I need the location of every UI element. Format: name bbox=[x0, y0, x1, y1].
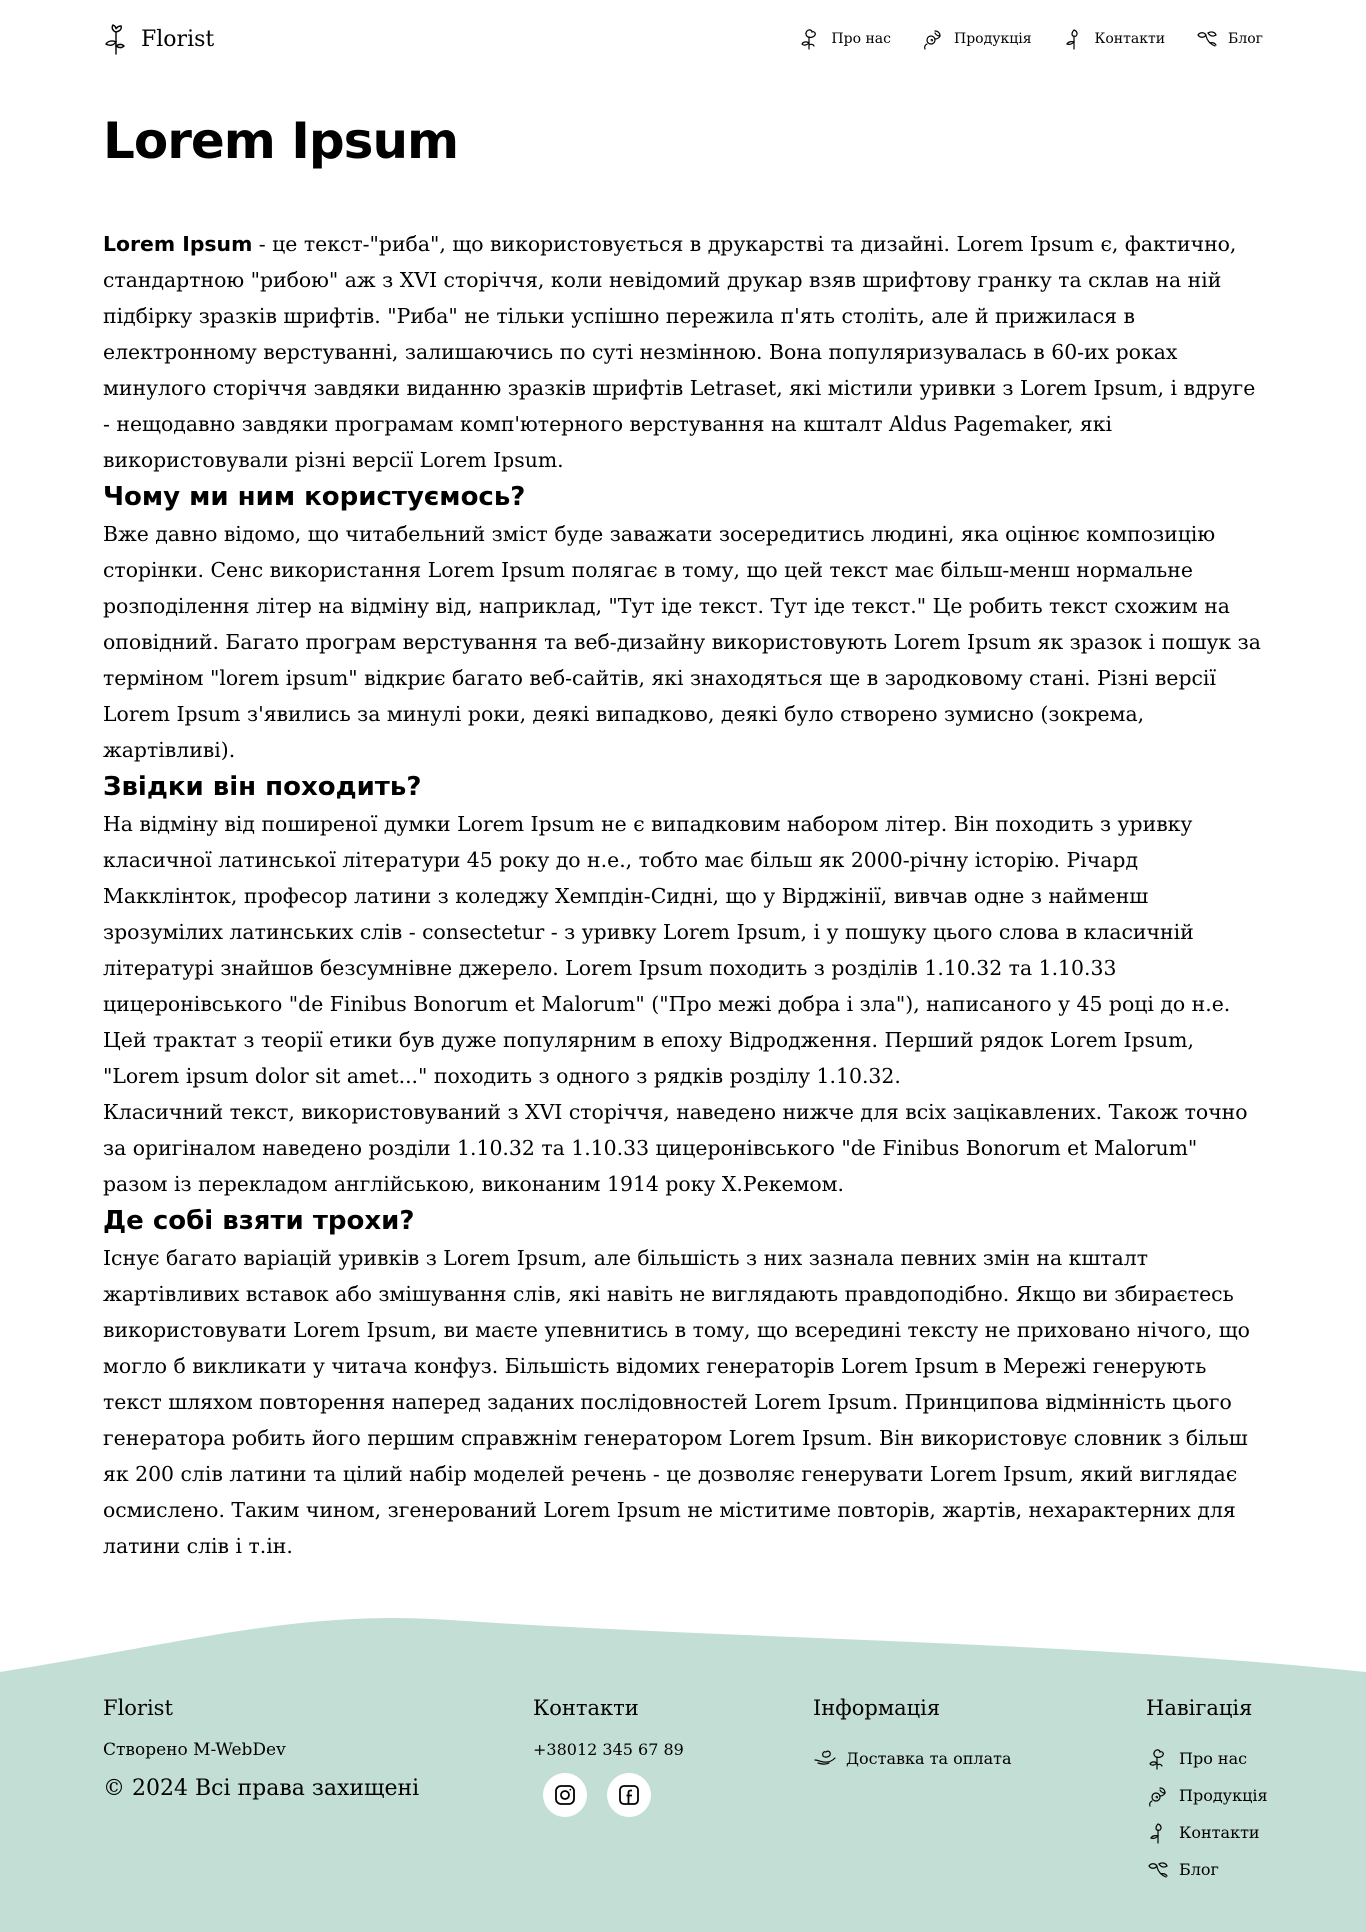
footer-link-label: Про нас bbox=[1179, 1749, 1248, 1768]
footer-copyright: © 2024 Всі права захищені bbox=[103, 1776, 420, 1801]
section-paragraph: На відміну від поширеної думки Lorem Ipsum не є випадковим набором літер. Він походить з уривку класичної латинської літератури 45 року до н.е., тобто має більш як 2000-річну історію. Річард Макклінток, професор латини з коледжу Хемпдін-Сидні, що у Вірджінії, вивчав одне з найменш зрозумілих латинських слів - consectetur - з уривку Lorem Ipsum, і у пошуку цього слова в класичній літературі знайшов безсумнівне джерело. Lorem Ipsum походить з розділів 1.10.32 та 1.10.33 цицеронівського "de Finibus Bonorum et Malorum" ("Про межі добра і зла"), написаного у 45 році до н.е. Цей трактат з теорії етики був дуже популярним в епоху Відродження. Перший рядок Lorem Ipsum, "Lorem ipsum dolor sit amet..." походить з одного з рядків розділу 1.10.32. bbox=[103, 812, 1231, 1088]
flower-bud-icon bbox=[1062, 27, 1086, 51]
page-title: Lorem Ipsum bbox=[103, 112, 459, 170]
footer-link-label: Доставка та оплата bbox=[846, 1749, 1012, 1768]
section-heading: Де собі взяти трохи? bbox=[103, 1206, 415, 1236]
lead-text: - це текст-"риба", що використовується в друкарстві та дизайні. Lorem Ipsum є, фактично, стандартною "рибою" аж з XVI сторіччя, коли невідомий друкар взяв шрифтову гранку та склав на ній підбірку зразків шрифтів. "Риба" не тільки успішно пережила п'ять століть, але й прижилася в електронному верстуванні, залишаючись по суті незмінною. Вона популяризувалась в 60-их роках минулого сторіччя завдяки виданню зразків шрифтів Letraset, які містили уривки з Lorem Ipsum, і вдруге - нещодавно завдяки програмам комп'ютерного верстування на кшталт Aldus Pagemaker, які використовували різні версії Lorem Ipsum. bbox=[103, 232, 1256, 472]
flower-swirl-icon bbox=[921, 27, 945, 51]
nav-item-label: Блог bbox=[1228, 31, 1263, 47]
footer-brand-column bbox=[103, 1696, 483, 1801]
flower-swirl-icon bbox=[1146, 1784, 1170, 1808]
section-paragraph: Вже давно відомо, що читабельний зміст буде заважати зосередитись людині, яка оцінює композицію сторінки. Сенс використання Lorem Ipsum полягає в тому, що цей текст має більш-менш нормальне розподілення літер на відміну від, наприклад, "Тут іде текст. Тут іде текст." Це робить текст схожим на оповідний. Багато програм верстування та веб-дизайну використовують Lorem Ipsum як зразок і пошук за терміном "lorem ipsum" відкриє багато веб-сайтів, які знаходяться ще в зародковому стані. Різні версії Lorem Ipsum з'явились за минулі роки, деякі випадково, деякі було створено зумисно (зокрема, жартівливі). bbox=[103, 522, 1261, 762]
footer-info-column bbox=[813, 1696, 1113, 1777]
leaves-icon bbox=[1195, 27, 1219, 51]
footer-navigation-column bbox=[1146, 1696, 1306, 1888]
footer-link-label: Блог bbox=[1179, 1860, 1219, 1879]
main-nav bbox=[798, 27, 1263, 51]
footer-nav-products[interactable] bbox=[1146, 1777, 1306, 1814]
lead-paragraph bbox=[103, 226, 1263, 478]
footer-phone-link[interactable]: +38012 345 67 89 bbox=[533, 1740, 684, 1759]
flower-bud-icon bbox=[1146, 1821, 1170, 1845]
nav-item-blog[interactable] bbox=[1195, 27, 1263, 51]
footer-nav-about[interactable] bbox=[1146, 1740, 1306, 1777]
rose-icon bbox=[1146, 1747, 1170, 1771]
section-heading: Чому ми ним користуємось? bbox=[103, 482, 526, 512]
footer-contacts-column bbox=[533, 1696, 773, 1817]
footer-link-delivery[interactable] bbox=[813, 1740, 1113, 1777]
article-content bbox=[103, 226, 1263, 1564]
instagram-icon bbox=[553, 1783, 577, 1807]
footer-nav-contacts[interactable] bbox=[1146, 1814, 1306, 1851]
leaves-icon bbox=[1146, 1858, 1170, 1882]
footer-link-label: Продукція bbox=[1179, 1786, 1268, 1805]
rose-logo-icon bbox=[103, 22, 129, 56]
nav-item-contacts[interactable] bbox=[1062, 27, 1166, 51]
nav-item-label: Продукція bbox=[954, 31, 1032, 47]
footer-contacts-title: Контакти bbox=[533, 1696, 639, 1720]
footer-info-title: Інформація bbox=[813, 1696, 941, 1720]
lead-bold-term: Lorem Ipsum bbox=[103, 232, 253, 256]
instagram-button[interactable] bbox=[543, 1773, 587, 1817]
site-header bbox=[103, 0, 1263, 78]
footer-created-by: Створено M-WebDev bbox=[103, 1740, 286, 1760]
social-links bbox=[543, 1773, 773, 1817]
nav-item-products[interactable] bbox=[921, 27, 1032, 51]
rose-icon bbox=[798, 27, 822, 51]
footer-brand[interactable]: Florist bbox=[103, 1696, 173, 1720]
nav-item-about[interactable] bbox=[798, 27, 891, 51]
facebook-icon bbox=[617, 1783, 641, 1807]
brand-name: Florist bbox=[141, 26, 215, 52]
flower-hand-icon bbox=[813, 1747, 837, 1771]
section-heading: Звідки він походить? bbox=[103, 772, 422, 802]
site-footer bbox=[0, 1610, 1366, 1932]
footer-link-label: Контакти bbox=[1179, 1823, 1260, 1842]
nav-item-label: Контакти bbox=[1094, 31, 1166, 47]
footer-nav-blog[interactable] bbox=[1146, 1851, 1306, 1888]
brand-logo-link[interactable] bbox=[103, 22, 214, 56]
facebook-button[interactable] bbox=[607, 1773, 651, 1817]
nav-item-label: Про нас bbox=[831, 31, 891, 47]
section-paragraph: Існує багато варіацій уривків з Lorem Ipsum, але більшість з них зазнала певних змін на кшталт жартівливих вставок або змішування слів, які навіть не виглядають правдоподібно. Якщо ви збираєтесь використовувати Lorem Ipsum, ви маєте упевнитись в тому, що всередині тексту не приховано нічого, що могло б викликати у читача конфуз. Більшість відомих генераторів Lorem Ipsum в Мережі генерують текст шляхом повторення наперед заданих послідовностей Lorem Ipsum. Принципова відмінність цього генератора робить його першим справжнім генератором Lorem Ipsum. Він використовує словник з більш як 200 слів латини та цілий набір моделей речень - це дозволяє генерувати Lorem Ipsum, який виглядає осмислено. Таким чином, згенерований Lorem Ipsum не міститиме повторів, жартів, нехарактерних для латини слів і т.ін. bbox=[103, 1246, 1250, 1558]
footer-navigation-title: Навігація bbox=[1146, 1696, 1253, 1720]
section-paragraph: Класичний текст, використовуваний з XVI сторіччя, наведено нижче для всіх зацікавлених. Також точно за оригіналом наведено розділи 1.10.32 та 1.10.33 цицеронівського "de Finibus Bonorum et Malorum" разом із перекладом англійською, виконаним 1914 року Х.Рекемом. bbox=[103, 1100, 1248, 1196]
